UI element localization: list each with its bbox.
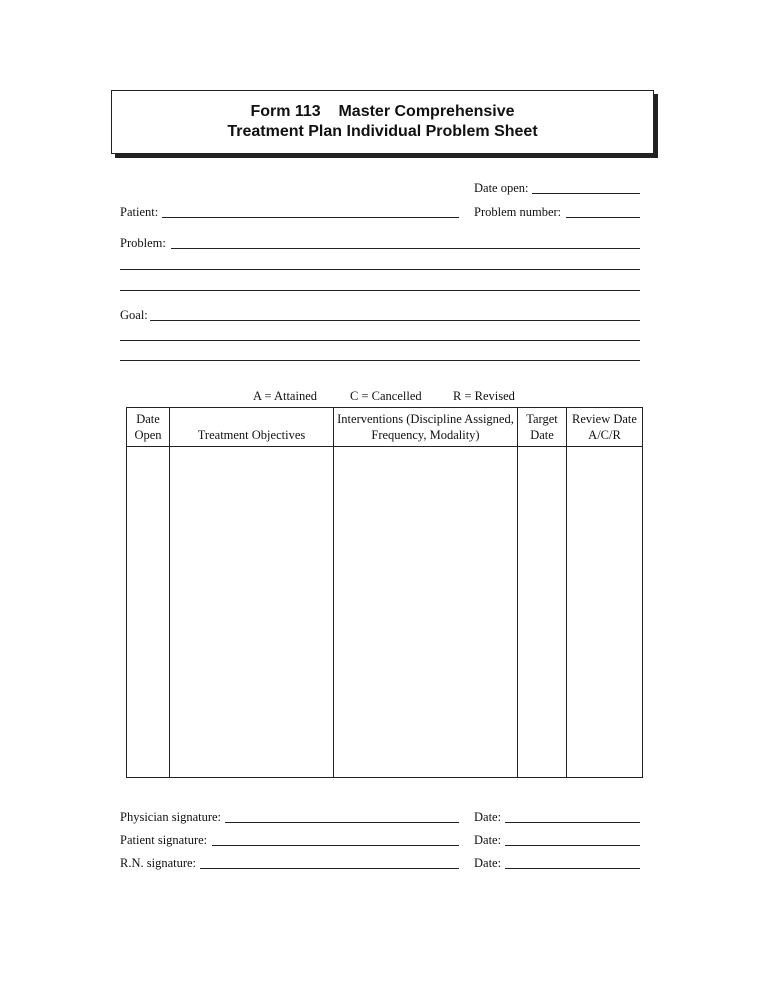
problem-label: Problem:	[120, 236, 166, 250]
col-header-target-date: Target Date	[518, 408, 567, 447]
goal-field-line-3[interactable]	[120, 360, 640, 361]
col-header-review-date: Review Date A/C/R	[567, 408, 643, 447]
form-title-box	[111, 90, 654, 154]
cell-target-date[interactable]	[518, 447, 567, 778]
form-title-line2: Treatment Plan Individual Problem Sheet	[227, 123, 538, 140]
physician-date-label: Date:	[474, 810, 502, 824]
date-open-field[interactable]	[532, 193, 640, 194]
col-header-interventions: Interventions (Discipline Assigned, Frequency, Modality)	[334, 408, 518, 447]
rn-date-label: Date:	[474, 856, 502, 870]
rn-date-field[interactable]	[505, 868, 640, 869]
physician-signature-label: Physician signature:	[120, 810, 222, 824]
goal-field-line-1[interactable]	[150, 320, 640, 321]
cell-date-open[interactable]	[127, 447, 170, 778]
patient-date-field[interactable]	[505, 845, 640, 846]
legend-attained: A = Attained	[253, 389, 317, 403]
patient-signature-field[interactable]	[212, 845, 459, 846]
physician-signature-field[interactable]	[225, 822, 459, 823]
col-header-date-open: Date Open	[127, 408, 170, 447]
cell-treatment-objectives[interactable]	[170, 447, 334, 778]
goal-label: Goal:	[120, 308, 148, 322]
patient-signature-label: Patient signature:	[120, 833, 208, 847]
cell-review-date[interactable]	[567, 447, 643, 778]
problem-field-line-2[interactable]	[120, 269, 640, 270]
physician-date-field[interactable]	[505, 822, 640, 823]
problem-number-label: Problem number:	[474, 205, 562, 219]
table-row	[127, 447, 643, 778]
date-open-label: Date open:	[474, 181, 529, 195]
cell-interventions[interactable]	[334, 447, 518, 778]
form-title-line1: Form 113 Master Comprehensive	[250, 103, 515, 120]
col-header-treatment-objectives: Treatment Objectives	[170, 408, 334, 447]
treatment-plan-table	[126, 407, 643, 778]
legend-cancelled: C = Cancelled	[350, 389, 422, 403]
patient-field[interactable]	[162, 217, 459, 218]
rn-signature-field[interactable]	[200, 868, 459, 869]
problem-number-field[interactable]	[566, 217, 640, 218]
problem-field-line-3[interactable]	[120, 290, 640, 291]
rn-signature-label: R.N. signature:	[120, 856, 197, 870]
patient-date-label: Date:	[474, 833, 502, 847]
patient-label: Patient:	[120, 205, 159, 219]
problem-field-line-1[interactable]	[171, 248, 640, 249]
legend-revised: R = Revised	[453, 389, 515, 403]
goal-field-line-2[interactable]	[120, 340, 640, 341]
table-header-row	[127, 408, 643, 447]
